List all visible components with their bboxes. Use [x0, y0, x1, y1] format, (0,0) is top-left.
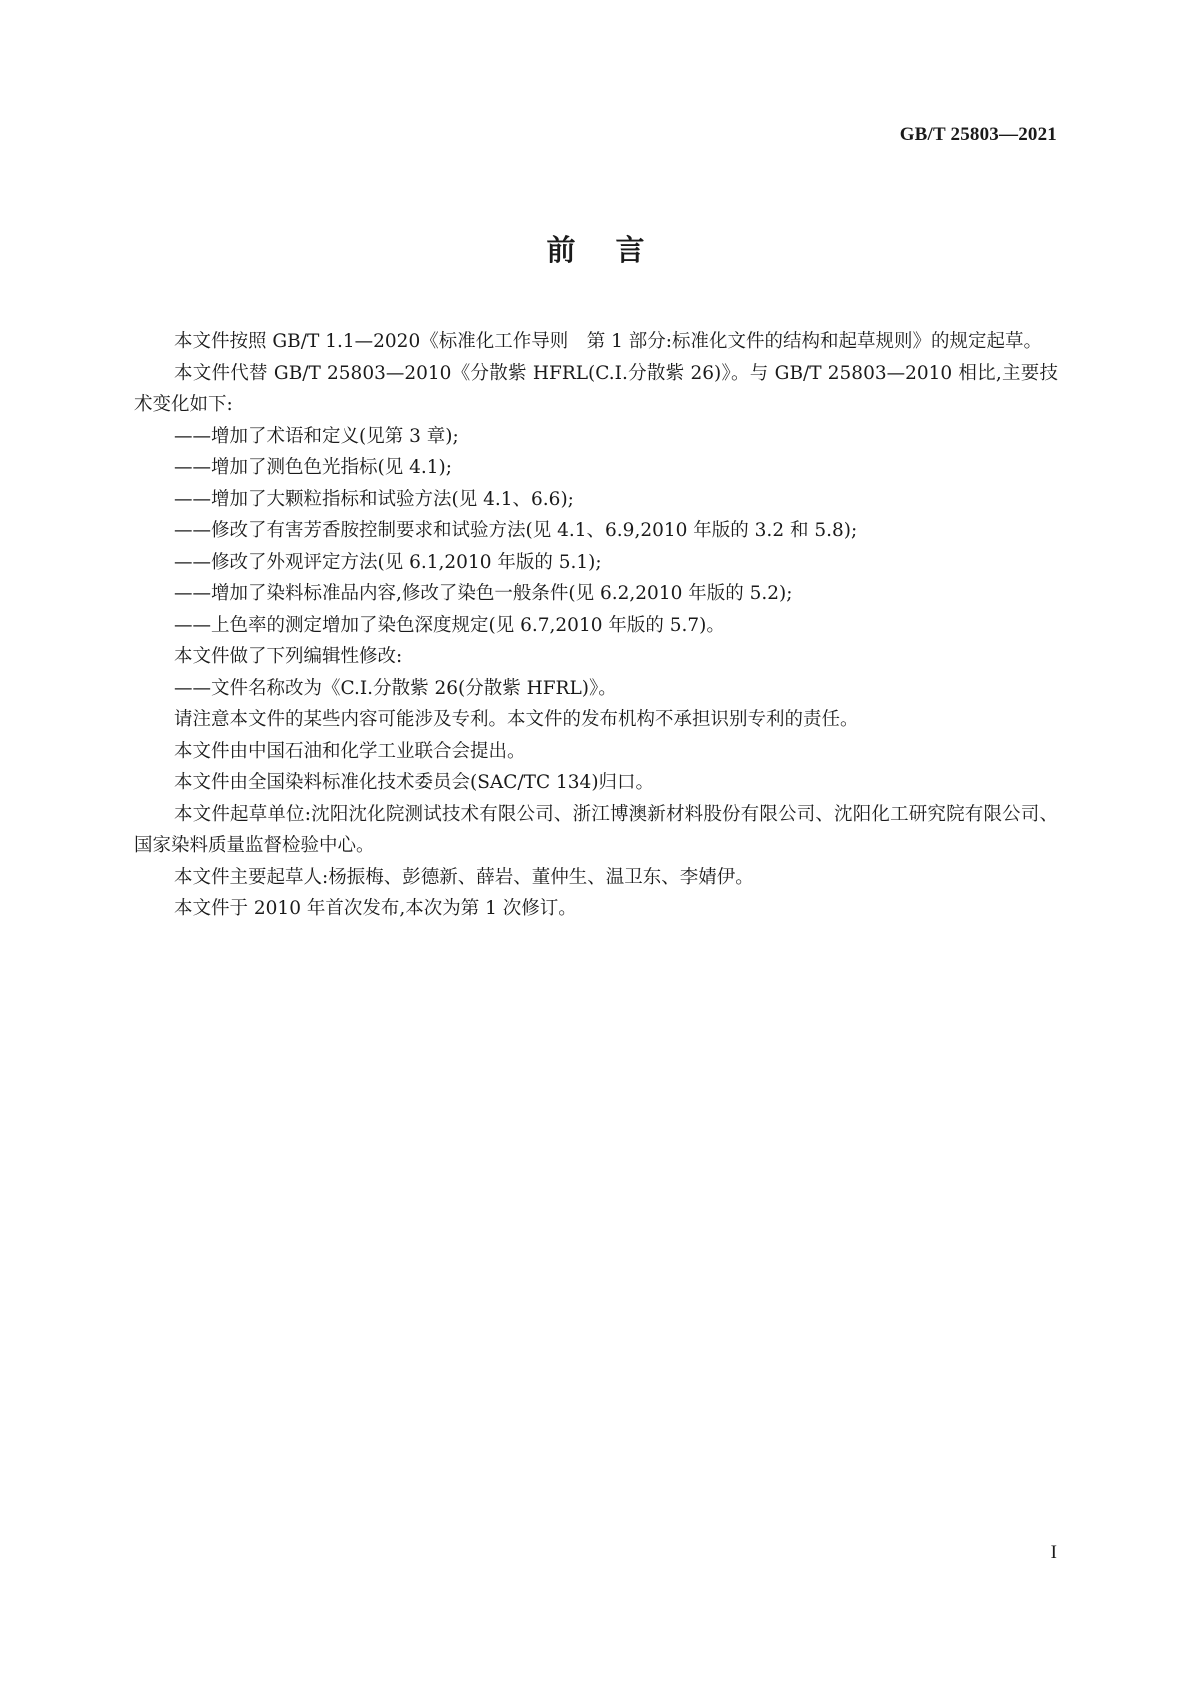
- paragraph: 请注意本文件的某些内容可能涉及专利。本文件的发布机构不承担识别专利的责任。: [174, 709, 859, 730]
- paragraph: 本文件由全国染料标准化技术委员会(SAC/TC 134)归口。: [174, 772, 655, 793]
- page-number: I: [1050, 1542, 1057, 1563]
- list-item: ——修改了外观评定方法(见 6.1,2010 年版的 5.1);: [174, 551, 602, 573]
- paragraph: 本文件按照 GB/T 1.1—2020《标准化工作导则 第 1 部分:标准化文件的结构和起草规则》的规定起草。: [174, 331, 1042, 352]
- list-item: ——上色率的测定增加了染色深度规定(见 6.7,2010 年版的 5.7)。: [174, 614, 725, 636]
- paragraph: 本文件主要起草人:杨振梅、彭德新、薛岩、董仲生、温卫东、李婧伊。: [174, 866, 754, 888]
- paragraph: 本文件由中国石油和化学工业联合会提出。: [174, 740, 526, 762]
- list-item: ——增加了术语和定义(见第 3 章);: [174, 425, 459, 447]
- list-item: ——增加了测色色光指标(见 4.1);: [174, 457, 452, 478]
- list-item: ——文件名称改为《C.I.分散紫 26(分散紫 HFRL)》。: [174, 677, 617, 699]
- page-title: 前言: [546, 233, 685, 267]
- paragraph: 本文件起草单位:沈阳沈化院测试技术有限公司、浙江博澳新材料股份有限公司、沈阳化工研究院有限公司、国家染料质量监督检验中心。: [134, 803, 1058, 856]
- paragraph: 本文件做了下列编辑性修改:: [174, 646, 403, 667]
- standard-number: GB/T 25803—2021: [899, 124, 1057, 145]
- list-item: ——增加了大颗粒指标和试验方法(见 4.1、6.6);: [174, 488, 574, 510]
- paragraph: 本文件代替 GB/T 25803—2010《分散紫 HFRL(C.I.分散紫 26)》。与 GB/T 25803—2010 相比,主要技术变化如下:: [134, 362, 1058, 415]
- list-item: ——修改了有害芳香胺控制要求和试验方法(见 4.1、6.9,2010 年版的 3.2 和 5.8);: [174, 520, 858, 541]
- paragraph: 本文件于 2010 年首次发布,本次为第 1 次修订。: [174, 898, 577, 919]
- document-body: [134, 326, 1058, 925]
- list-item: ——增加了染料标准品内容,修改了染色一般条件(见 6.2,2010 年版的 5.2);: [174, 583, 793, 604]
